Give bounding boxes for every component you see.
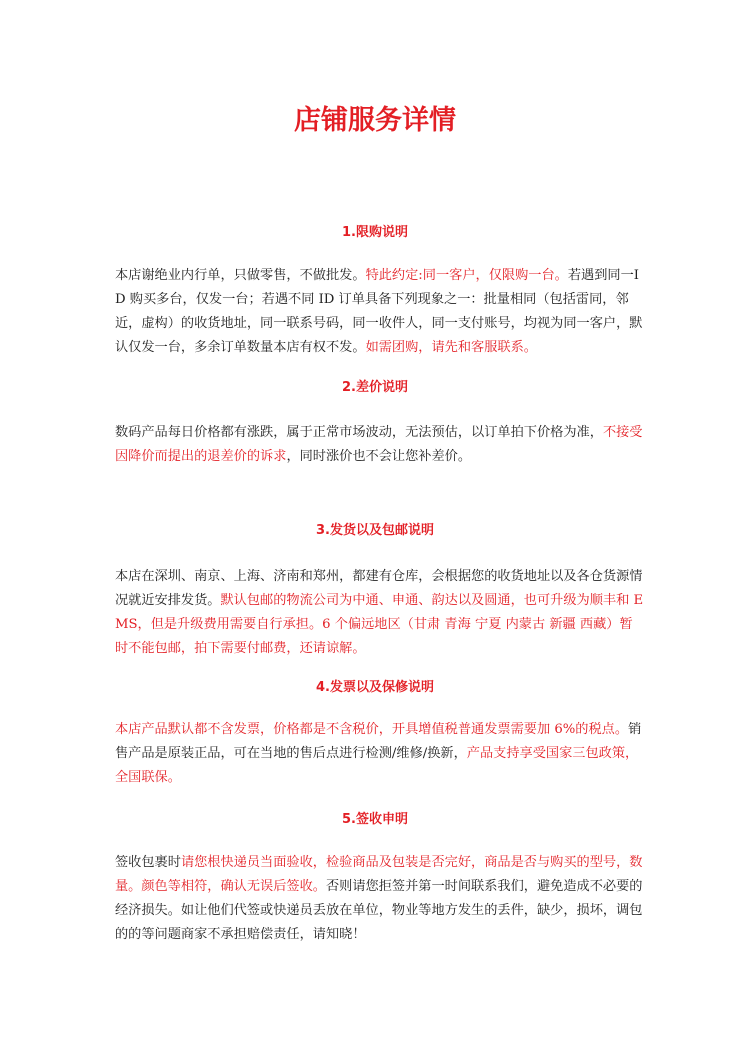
text-run: 数码产品每日价格都有涨跌，属于正常市场波动，无法预估，以订单拍下价格为准， — [115, 425, 603, 440]
text-run: 否则请您拒签并第一时间联系我们，避免造成不必要的经济损失。如让他们代签或快递员丢放在单位，物业等地方发生的丢件，缺少，损坏，调包的的等问题商家不承担赔偿责任，请知晓！ — [115, 879, 643, 942]
section-body-shipping — [115, 565, 645, 661]
page-title: 店铺服务详情 — [294, 105, 456, 136]
highlight-run: 特此约定:同一客户，仅限购一台。 — [365, 268, 568, 283]
highlight-run: 如需团购，请先和客服联系。 — [365, 340, 537, 355]
section-body-invoice-warranty — [115, 718, 645, 790]
section-heading-purchase-limit: 1.限购说明 — [342, 225, 408, 240]
section-heading-invoice-warranty: 4.发票以及保修说明 — [316, 680, 434, 695]
section-heading-price-difference: 2.差价说明 — [342, 380, 408, 395]
section-body-price-difference — [115, 421, 645, 469]
highlight-run: 产品支持享受国家三包政策，全国联保。 — [115, 746, 639, 785]
text-run: 若遇到同一ID 购买多台，仅发一台；若遇不同 ID 订单具备下列现象之一：批量相同（包括雷同，邻近，虚构）的收货地址，同一联系号码，同一收件人，同一支付账号，均视为同一客户，默认仅发一台，多余订单数量本店有权不发。 — [115, 268, 643, 355]
text-run: 销售产品是原装正品，可在当地的售后点进行检测/维修/换新， — [115, 722, 642, 761]
section-body-delivery-receipt — [115, 851, 645, 947]
text-run: 本店在深圳、南京、上海、济南和郑州，都建有仓库，会根据您的收货地址以及各仓货源情况就近安排发货。 — [115, 569, 643, 608]
section-heading-shipping: 3.发货以及包邮说明 — [316, 523, 434, 538]
text-run: 本店谢绝业内行单，只做零售，不做批发。 — [115, 268, 366, 283]
text-run: 签收包裹时 — [115, 855, 181, 870]
highlight-run: 本店产品默认都不含发票，价格都是不含税价，开具增值税普通发票需要加 6%的税点。 — [115, 722, 629, 737]
text-run: ，同时涨价也不会让您补差价。 — [286, 449, 472, 464]
highlight-run: 请您根快递员当面验收，检验商品及包装是否完好，商品是否与购买的型号，数量。颜色等相符，确认无误后签收。 — [115, 855, 643, 894]
section-body-purchase-limit — [115, 264, 645, 360]
highlight-run: 默认包邮的物流公司为中通、申通、韵达以及圆通，也可升级为顺丰和 EMS，但是升级费用需要自行承担。6 个偏远地区（甘肃 青海 宁夏 内蒙古 新疆 西藏）暂时不能包邮，拍下需要付邮费，还请谅解。 — [115, 593, 644, 656]
section-heading-delivery-receipt: 5.签收申明 — [342, 812, 408, 827]
highlight-run: 不接受因降价而提出的退差价的诉求 — [115, 425, 643, 464]
